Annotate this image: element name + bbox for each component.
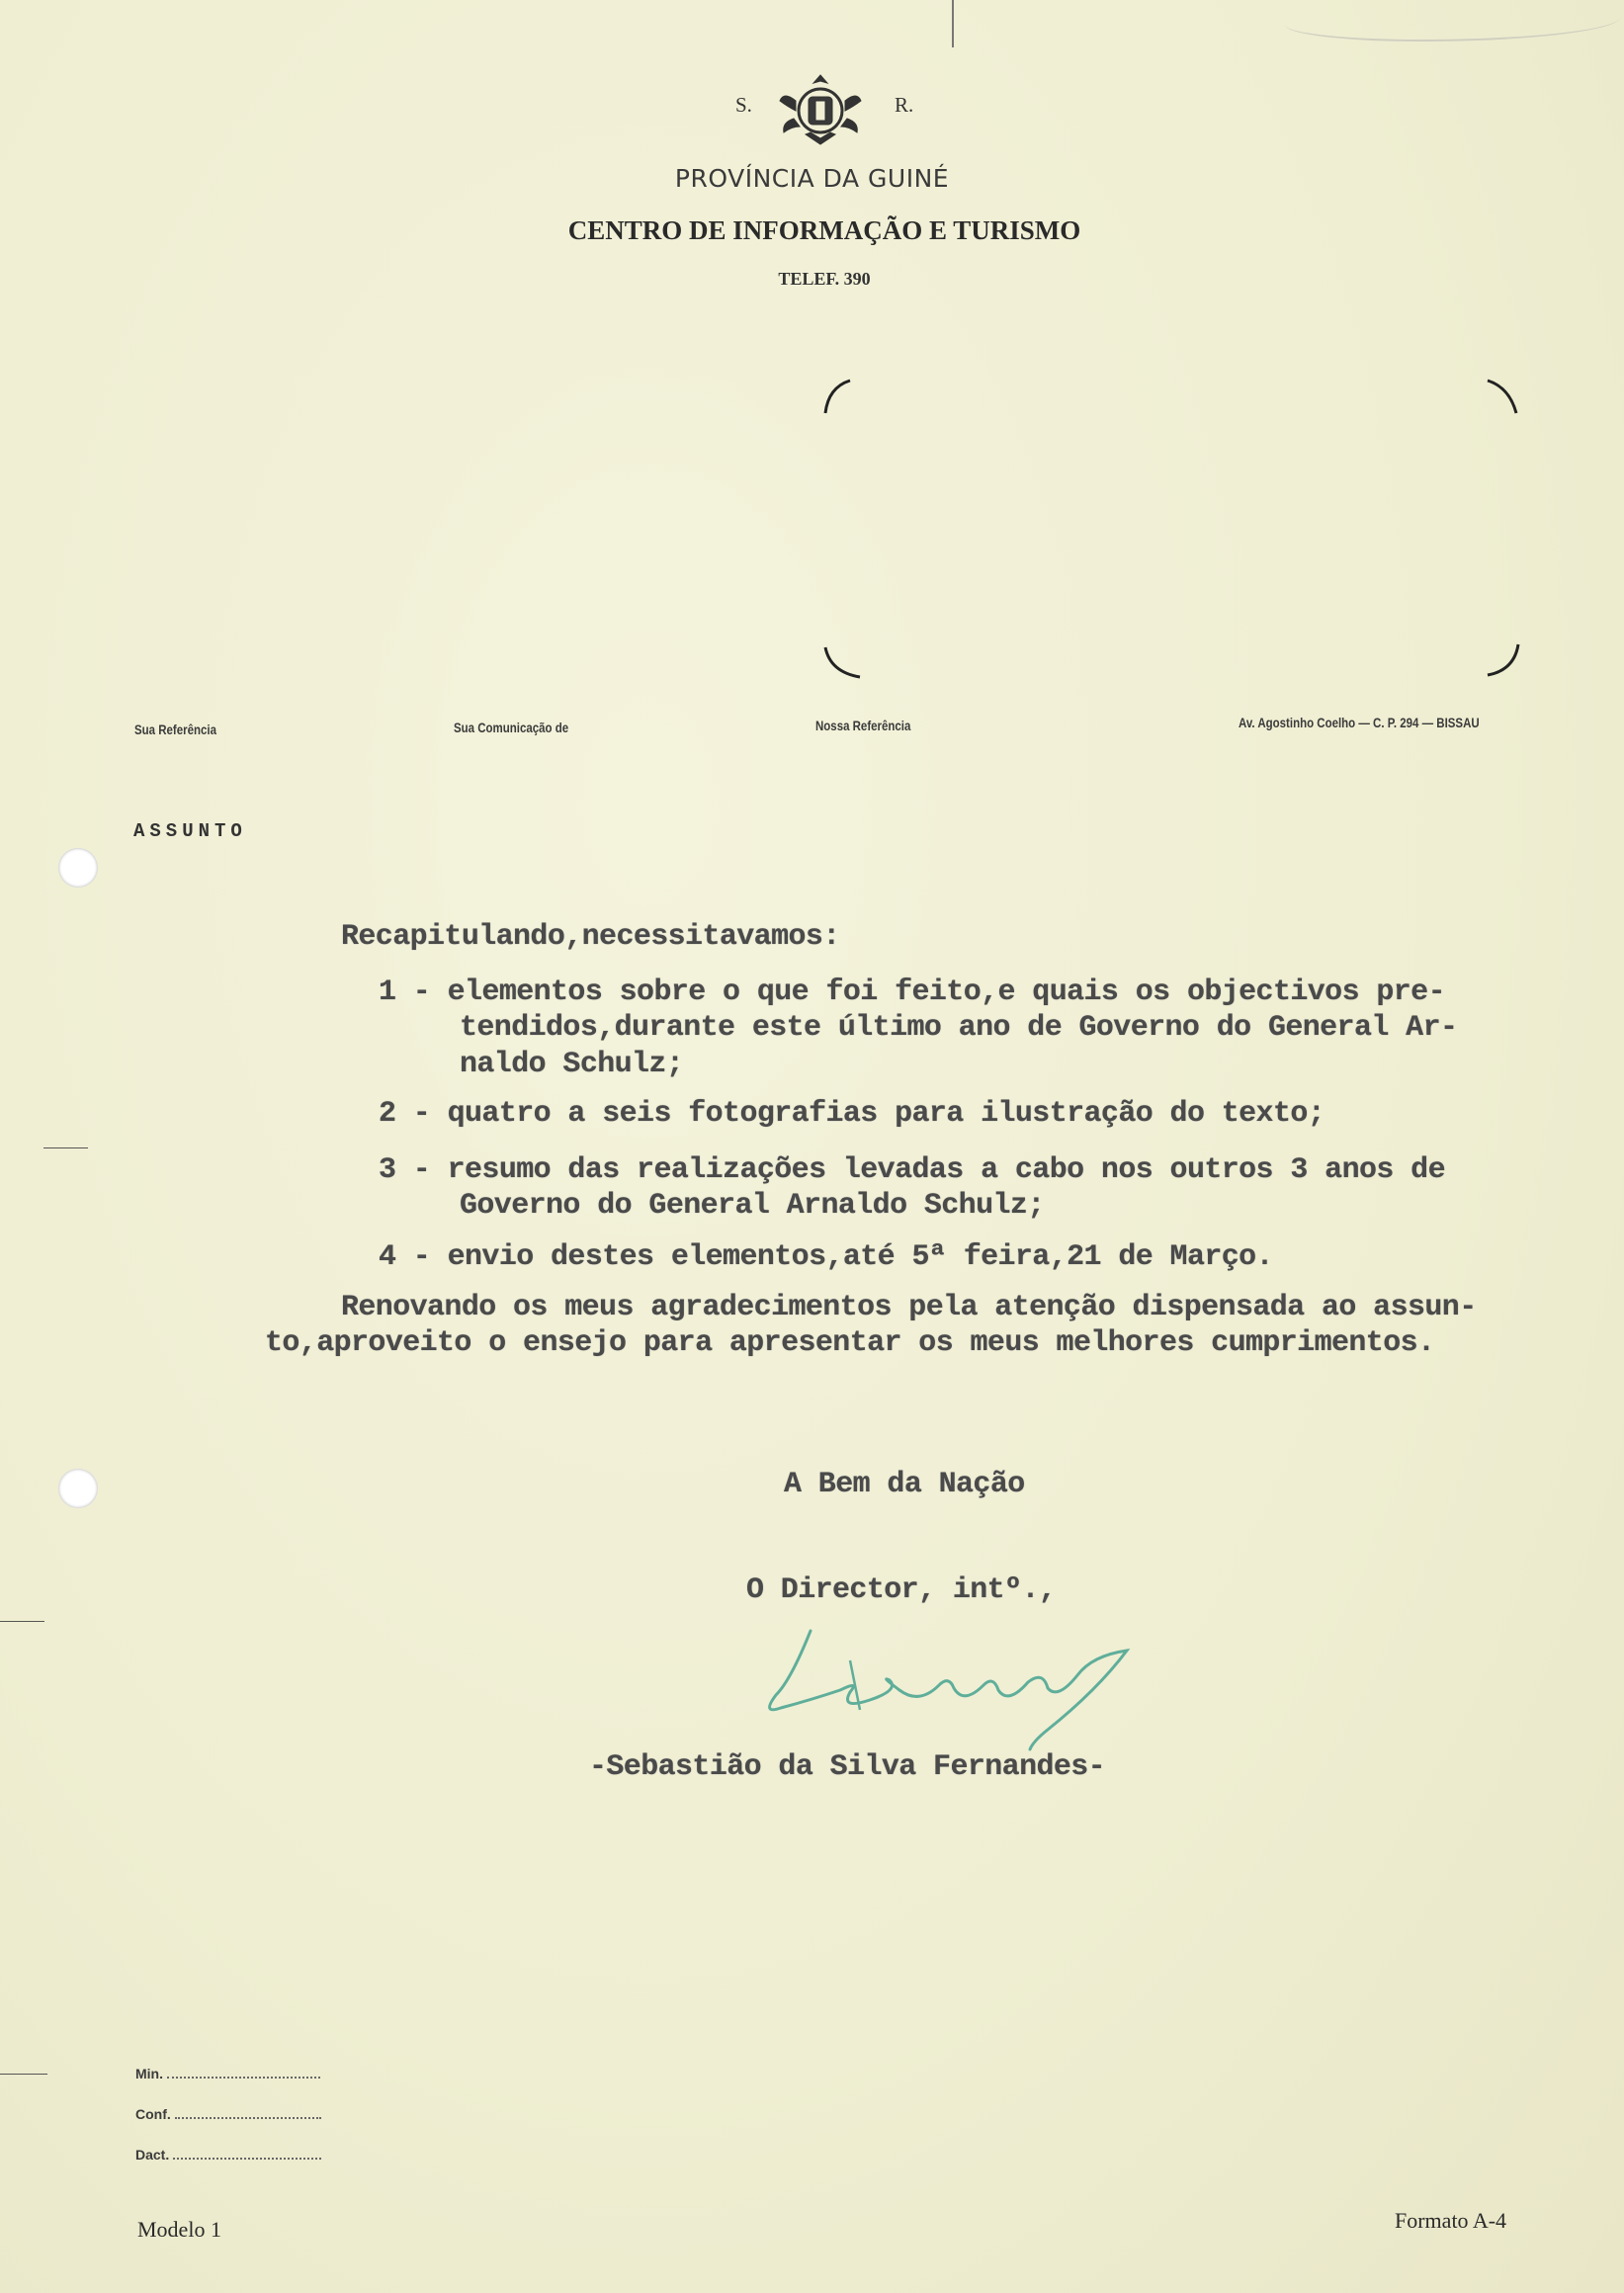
crest-s-label: S. <box>735 93 752 117</box>
body-intro: Recapitulando,necessitavamos: <box>341 920 840 954</box>
footer-min-label: Min. <box>135 2066 163 2081</box>
footer-dact-field <box>135 2147 321 2163</box>
footer-min-field <box>135 2066 320 2081</box>
list-item-1-line3: naldo Schulz; <box>460 1048 684 1081</box>
closing-line2: to,aproveito o ensejo para apresentar os meus melhores cumprimentos. <box>265 1326 1435 1360</box>
subject-label: ASSUNTO <box>133 820 247 842</box>
our-reference-label: Nossa Referência <box>815 718 911 733</box>
fold-mark-left-2 <box>0 1621 44 1622</box>
salutation: A Bem da Nação <box>784 1468 1025 1501</box>
list-item-3-line1: 3 - resumo das realizações levadas a cabo nos outros 3 anos de <box>379 1153 1445 1187</box>
telephone: TELEF. 390 <box>778 269 871 289</box>
signatory-name: -Sebastião da Silva Fernandes- <box>589 1750 1106 1784</box>
model-label: Modelo 1 <box>137 2217 221 2242</box>
handwritten-signature-icon <box>751 1621 1147 1759</box>
list-item-1-line1: 1 - elementos sobre o que foi feito,e quais os objectivos pre- <box>379 976 1445 1009</box>
list-item-2: 2 - quatro a seis fotografias para ilustração do texto; <box>379 1097 1325 1131</box>
portuguese-coat-of-arms-icon <box>776 71 865 148</box>
crest <box>776 71 865 148</box>
format-label: Formato A-4 <box>1395 2208 1507 2233</box>
list-item-1-line2: tendidos,durante este último ano de Governo do General Ar- <box>460 1011 1458 1045</box>
closing-line1: Renovando os meus agradecimentos pela atenção dispensada ao assun- <box>341 1291 1477 1324</box>
director-title: O Director, intº., <box>746 1573 1057 1607</box>
punch-hole-top <box>58 848 98 888</box>
list-item-3-line2: Governo do General Arnaldo Schulz; <box>460 1189 1045 1223</box>
fold-mark-top <box>952 0 954 47</box>
punch-hole-bottom <box>58 1469 98 1508</box>
province-title: PROVÍNCIA DA GUINÉ <box>674 164 950 193</box>
footer-dact-label: Dact. <box>135 2147 170 2163</box>
crest-r-label: R. <box>895 93 914 117</box>
address-label: Av. Agostinho Coelho — C. P. 294 — BISSAU <box>1239 715 1480 730</box>
page-corner-curl <box>1285 0 1621 42</box>
list-item-4: 4 - envio destes elementos,até 5ª feira,21 de Março. <box>379 1240 1273 1274</box>
fold-mark-left <box>43 1147 88 1148</box>
footer-conf-label: Conf. <box>135 2106 171 2122</box>
your-reference-label: Sua Referência <box>134 722 216 737</box>
fold-mark-left-3 <box>0 2074 47 2075</box>
organization-title: CENTRO DE INFORMAÇÃO E TURISMO <box>567 215 1081 245</box>
your-communication-label: Sua Comunicação de <box>454 720 569 735</box>
address-window-marks <box>820 376 1532 692</box>
footer-conf-field <box>135 2106 321 2122</box>
